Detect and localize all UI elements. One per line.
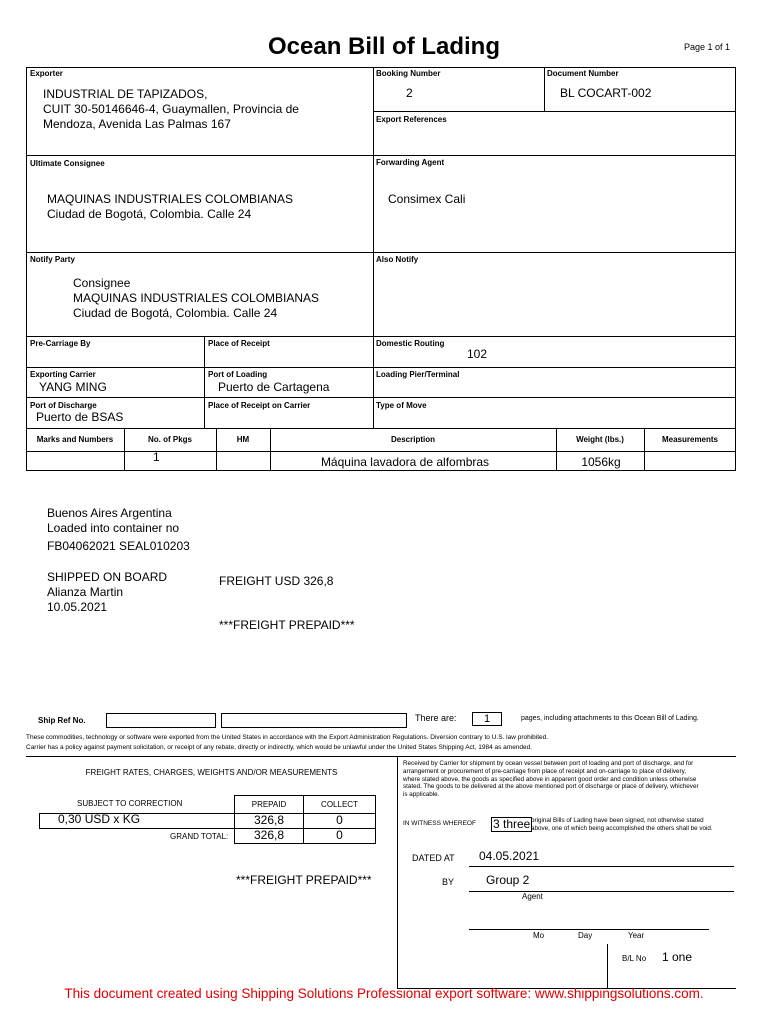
exporter-value: INDUSTRIAL DE TAPIZADOS, CUIT 30-50146646-4, Guaymallen, Provincia de Mendoza, Avenida Las Palmas 167 bbox=[43, 87, 299, 131]
freight-prepaid-stamp: ***FREIGHT PREPAID*** bbox=[236, 873, 372, 887]
prepaid-value: 326,8 bbox=[234, 813, 304, 829]
port-of-discharge-value: Puerto de BSAS bbox=[36, 410, 124, 424]
forwarding-agent-label: Forwarding Agent bbox=[376, 158, 445, 167]
year-label: Year bbox=[628, 931, 645, 940]
originals-box: 3 three bbox=[493, 817, 531, 831]
pages-text: pages, including attachments to this Ocean Bill of Lading. bbox=[521, 715, 699, 722]
port-of-loading-value: Puerto de Cartagena bbox=[218, 380, 330, 394]
notes-prepaid: ***FREIGHT PREPAID*** bbox=[219, 618, 355, 632]
goods-header-pkgs: No. of Pkgs bbox=[147, 435, 192, 444]
goods-header-weight: Weight (lbs.) bbox=[576, 435, 624, 444]
booking-number-label: Booking Number bbox=[376, 69, 441, 78]
export-disclaimer: These commodities, technology or software were exported from the United States in accordance with the Export Administration Regulations. Diversion contrary to U.S. law prohibited. bbox=[26, 734, 549, 741]
freight-rates-title: FREIGHT RATES, CHARGES, WEIGHTS AND/OR MEASUREMENTS bbox=[85, 768, 338, 777]
place-of-receipt-label: Place of Receipt bbox=[208, 339, 270, 348]
collect-header: COLLECT bbox=[303, 795, 376, 814]
goods-header-description: Description bbox=[390, 435, 435, 444]
grand-total-collect: 0 bbox=[303, 828, 376, 844]
page-number: Page 1 of 1 bbox=[684, 42, 731, 52]
exporting-carrier-label: Exporting Carrier bbox=[30, 370, 96, 379]
export-references-label: Export References bbox=[376, 115, 447, 124]
collect-value: 0 bbox=[303, 813, 376, 829]
place-receipt-carrier-label: Place of Receipt on Carrier bbox=[208, 401, 311, 410]
page-title: Ocean Bill of Lading bbox=[267, 33, 501, 60]
footer-credit: This document created using Shipping Solutions Professional export software: www.shippingsolutions.com. bbox=[64, 986, 704, 1001]
also-notify-label: Also Notify bbox=[376, 255, 419, 264]
witness-text: original Bills of Lading have been signed, not otherwise stated above, one of which being accomplished the others shall be void. bbox=[531, 817, 713, 832]
goods-description-value: Máquina lavadora de alfombras bbox=[320, 455, 490, 469]
dated-at-value: 04.05.2021 bbox=[479, 849, 540, 863]
consignee-label: Ultimate Consignee bbox=[30, 159, 105, 168]
ship-ref-label: Ship Ref No. bbox=[38, 716, 86, 725]
there-are-label: There are: bbox=[415, 713, 457, 723]
by-value: Group 2 bbox=[486, 873, 530, 887]
agent-label: Agent bbox=[522, 892, 543, 901]
dated-at-label: DATED AT bbox=[412, 853, 455, 863]
goods-header-hm: HM bbox=[236, 435, 250, 444]
notify-party-value: Consignee MAQUINAS INDUSTRIALES COLOMBIANAS Ciudad de Bogotá, Colombia. Calle 24 bbox=[73, 276, 320, 320]
grand-total-prepaid: 326,8 bbox=[234, 828, 304, 844]
notes-freight: FREIGHT USD 326,8 bbox=[219, 574, 334, 588]
exporting-carrier-value: YANG MING bbox=[39, 380, 107, 394]
loading-pier-label: Loading Pier/Terminal bbox=[376, 370, 460, 379]
type-of-move-label: Type of Move bbox=[376, 401, 427, 410]
subject-to-correction: SUBJECT TO CORRECTION bbox=[77, 799, 183, 808]
by-label: BY bbox=[442, 877, 455, 887]
pre-carriage-label: Pre-Carriage By bbox=[30, 339, 91, 348]
goods-header-marks: Marks and Numbers bbox=[36, 435, 114, 444]
day-label: Day bbox=[578, 931, 593, 940]
notify-party-label: Notify Party bbox=[30, 255, 75, 264]
goods-pkgs-value: 1 bbox=[153, 450, 160, 464]
goods-weight-value: 1056kg bbox=[581, 455, 621, 469]
grand-total-label: GRAND TOTAL: bbox=[170, 832, 229, 841]
month-label: Mo bbox=[533, 931, 545, 940]
carrier-policy-disclaimer: Carrier has a policy against payment solicitation, or receipt of any rebate, directly or indirectly, which would be unlawful under the United States Shipping Act, 1984 as amended. bbox=[26, 744, 533, 751]
bl-no-label: B/L No bbox=[622, 954, 647, 963]
pages-count-box: 1 bbox=[472, 712, 502, 726]
notes-location: Buenos Aires Argentina Loaded into container no bbox=[47, 506, 180, 535]
witness-label: IN WITNESS WHEREOF bbox=[403, 820, 476, 827]
document-number-value: BL COCART-002 bbox=[560, 86, 652, 100]
prepaid-header: PREPAID bbox=[234, 795, 304, 814]
port-of-loading-label: Port of Loading bbox=[208, 370, 268, 379]
exporter-label: Exporter bbox=[30, 69, 63, 78]
rate-value: 0,30 USD x KG bbox=[58, 812, 141, 826]
notes-container: FB04062021 SEAL010203 bbox=[47, 539, 190, 553]
domestic-routing-label: Domestic Routing bbox=[376, 339, 445, 348]
bl-no-value: 1 one bbox=[662, 950, 693, 964]
forwarding-agent-value: Consimex Cali bbox=[388, 192, 466, 206]
received-text: Received by Carrier for shipment by ocean vessel between port of loading and port of discharge, and for arrangement or procurement of pre-carriage from place of receipt and on-carriage to place of delivery, where stated above, the goods as specified above in apparent good order and condition unless otherwise stated. The goods to be delivered at the above mentioned port of discharge or place of delivery, whichever is applicable. bbox=[403, 760, 699, 799]
document-number-label: Document Number bbox=[547, 69, 619, 78]
consignee-value: MAQUINAS INDUSTRIALES COLOMBIANAS Ciudad de Bogotá, Colombia. Calle 24 bbox=[47, 192, 294, 221]
domestic-routing-value: 102 bbox=[467, 347, 488, 361]
port-of-discharge-label: Port of Discharge bbox=[30, 401, 97, 410]
goods-header-measurements: Measurements bbox=[661, 435, 719, 444]
ship-ref-box-2 bbox=[221, 713, 407, 728]
booking-number-value: 2 bbox=[406, 86, 413, 100]
ship-ref-box-1 bbox=[106, 713, 216, 728]
notes-shipped: SHIPPED ON BOARD Alianza Martin 10.05.2021 bbox=[47, 570, 168, 614]
